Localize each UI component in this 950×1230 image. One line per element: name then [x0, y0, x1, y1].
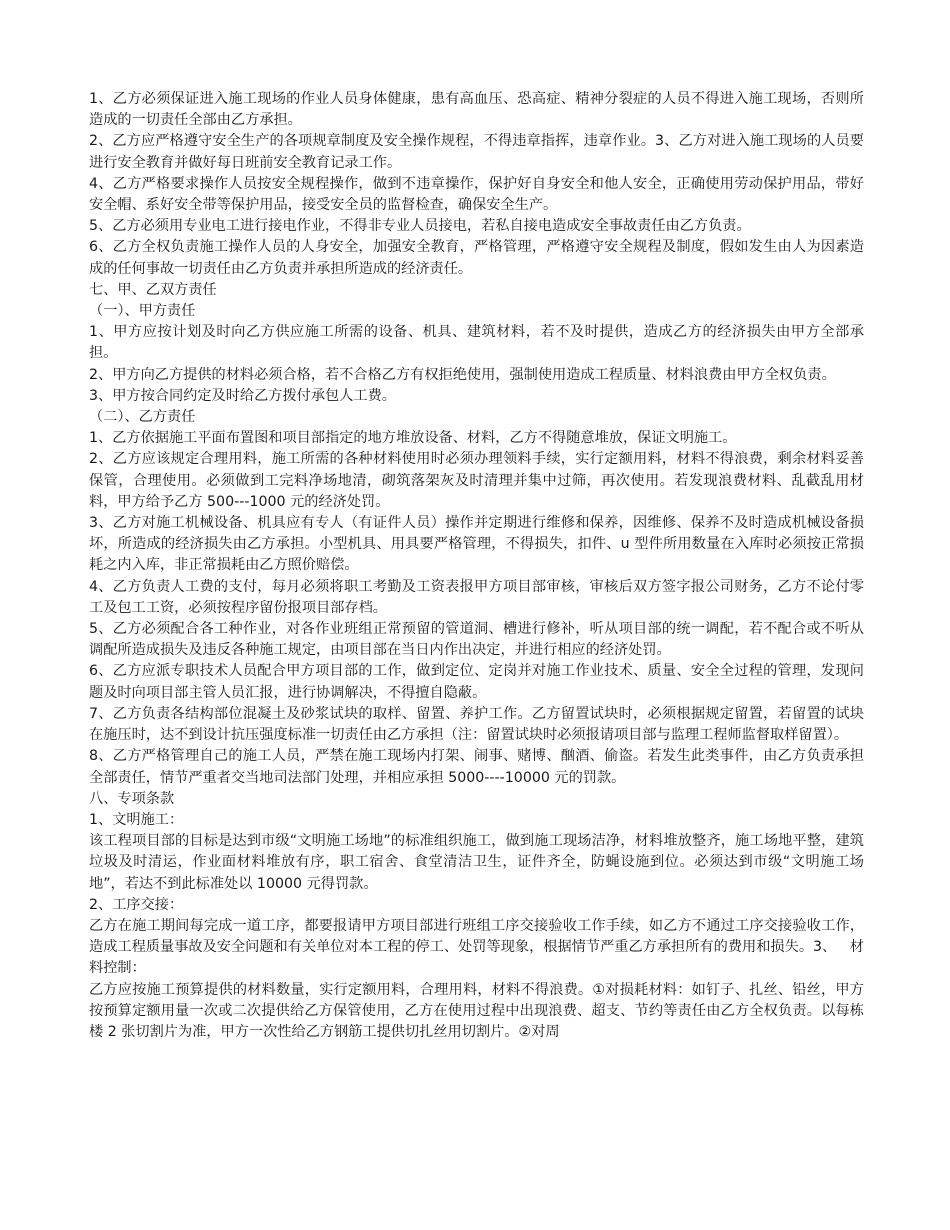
- paragraph: 该工程项目部的目标是达到市级“文明施工场地”的标准组织施工，做到施工现场洁净，材料堆放整齐，施工场地平整，建筑垃圾及时清运，作业面材料堆放有序，职工宿舍、食堂清洁卫生，证件齐全，防蝇设施到位。必须达到市级“文明施工场地”，若达不到此标准处以 10000 元得罚款。: [89, 833, 864, 892]
- paragraph: 1、乙方依据施工平面布置图和项目部指定的地方堆放设备、材料，乙方不得随意堆放，保证文明施工。: [89, 430, 737, 447]
- paragraph: 1、甲方应按计划及时向乙方供应施工所需的设备、机具、建筑材料，若不及时提供，造成乙方的经济损失由甲方全部承担。: [89, 324, 864, 362]
- paragraph: 6、乙方全权负责施工操作人员的人身安全，加强安全教育，严格管理，严格遵守安全规程及制度，假如发生由人为因素造成的任何事故一切责任由乙方负责并承担所造成的经济责任。: [89, 239, 864, 277]
- paragraph: 4、乙方负责人工费的支付，每月必须将职工考勤及工资表报甲方项目部审核，审核后双方签字报公司财务，乙方不论付零工及包工工资，必须按程序留份报项目部存档。: [89, 578, 864, 616]
- paragraph: 乙方在施工期间每完成一道工序，都要报请甲方项目部进行班组工序交接验收工作手续，如乙方不通过工序交接验收工作，造成工程质量事故及安全问题和有关单位对本工程的停工、处罚等现象，根据情节严重乙方承担所有的费用和损失。3、 材料控制：: [89, 917, 864, 977]
- paragraph: 1、乙方必须保证进入施工现场的作业人员身体健康，患有高血压、恐高症、精神分裂症的人员不得进入施工现场，否则所造成的一切责任全部由乙方承担。: [89, 91, 864, 129]
- paragraph: 3、甲方按合同约定及时给乙方拨付承包人工费。: [89, 387, 396, 404]
- paragraph: 5、乙方必须用专业电工进行接电作业，不得非专业人员接电，若私自接电造成安全事故责任由乙方负责。: [89, 218, 751, 235]
- subsection-heading: 2、工序交接：: [89, 896, 184, 913]
- subsection-heading: （一）、甲方责任: [89, 303, 196, 320]
- document-body: [89, 89, 864, 1043]
- paragraph: 3、乙方对施工机械设备、机具应有专人（有证件人员）操作并定期进行维修和保养，因维修、保养不及时造成机械设备损坏，所造成的经济损失由乙方承担。小型机具、用具要严格管理，不得损失，扣件、u 型件所用数量在入库时必须按正常损耗之内入库，非正常损耗由乙方照价赔偿。: [89, 515, 864, 574]
- subsection-heading: 1、文明施工：: [89, 811, 184, 828]
- section-heading: 八、专项条款: [89, 790, 175, 807]
- subsection-heading: （二）、乙方责任: [89, 409, 196, 426]
- paragraph: 6、乙方应派专职技术人员配合甲方项目部的工作，做到定位、定岗并对施工作业技术、质量、安全全过程的管理，发现问题及时向项目部主管人员汇报，进行协调解决，不得擅自隐蔽。: [89, 663, 864, 701]
- section-heading: 七、甲、乙双方责任: [89, 281, 217, 298]
- paragraph: 4、乙方严格要求操作人员按安全规程操作，做到不违章操作，保护好自身安全和他人安全，正确使用劳动保护用品，带好安全帽、系好安全带等保护用品，接受安全员的监督检查，确保安全生产。: [89, 175, 864, 214]
- paragraph: 8、乙方严格管理自己的施工人员，严禁在施工现场内打架、闹事、赌博、酗酒、偷盗。若发生此类事件，由乙方负责承担全部责任，情节严重者交当地司法部门处理，并相应承担 5000----10000 元的罚款。: [89, 748, 864, 786]
- paragraph: 7、乙方负责各结构部位混凝土及砂浆试块的取样、留置、养护工作。乙方留置试块时，必须根据规定留置，若留置的试块在施压时，达不到设计抗压强度标准一切责任由乙方承担（注：留置试块时必须报请项目部与监理工程师监督取样留置）。: [89, 705, 864, 744]
- paragraph: 5、乙方必须配合各工种作业，对各作业班组正常预留的管道洞、槽进行修补，听从项目部的统一调配，若不配合或不听从调配所造成损失及违反各种施工规定，由项目部在当日内作出决定，并进行相应的经济处罚。: [89, 621, 864, 659]
- paragraph: 乙方应按施工预算提供的材料数量，实行定额用料，合理用料，材料不得浪费。①对损耗材料：如钉子、扎丝、铅丝，甲方按预算定额用量一次或二次提供给乙方保管使用，乙方在使用过程中出现浪费、超支、节约等责任由乙方全权负责。以每栋楼 2 张切割片为准，甲方一次性给乙方钢筋工提供切扎丝用切割片。②对周: [89, 981, 864, 1040]
- paragraph: 2、乙方应严格遵守安全生产的各项规章制度及安全操作规程，不得违章指挥，违章作业。3、乙方对进入施工现场的人员要进行安全教育并做好每日班前安全教育记录工作。: [89, 133, 864, 171]
- paragraph: 2、甲方向乙方提供的材料必须合格，若不合格乙方有权拒绝使用，强制使用造成工程质量、材料浪费由甲方全权负责。: [89, 366, 836, 383]
- paragraph: 2、乙方应该规定合理用料，施工所需的各种材料使用时必须办理领料手续，实行定额用料，材料不得浪费，剩余材料妥善保管，合理使用。必须做到工完料净场地清，砌筑落架灰及时清理并集中过筛，再次使用。若发现浪费材料、乱截乱用材料，甲方给予乙方 500---1000 元的经济处罚。: [89, 451, 864, 510]
